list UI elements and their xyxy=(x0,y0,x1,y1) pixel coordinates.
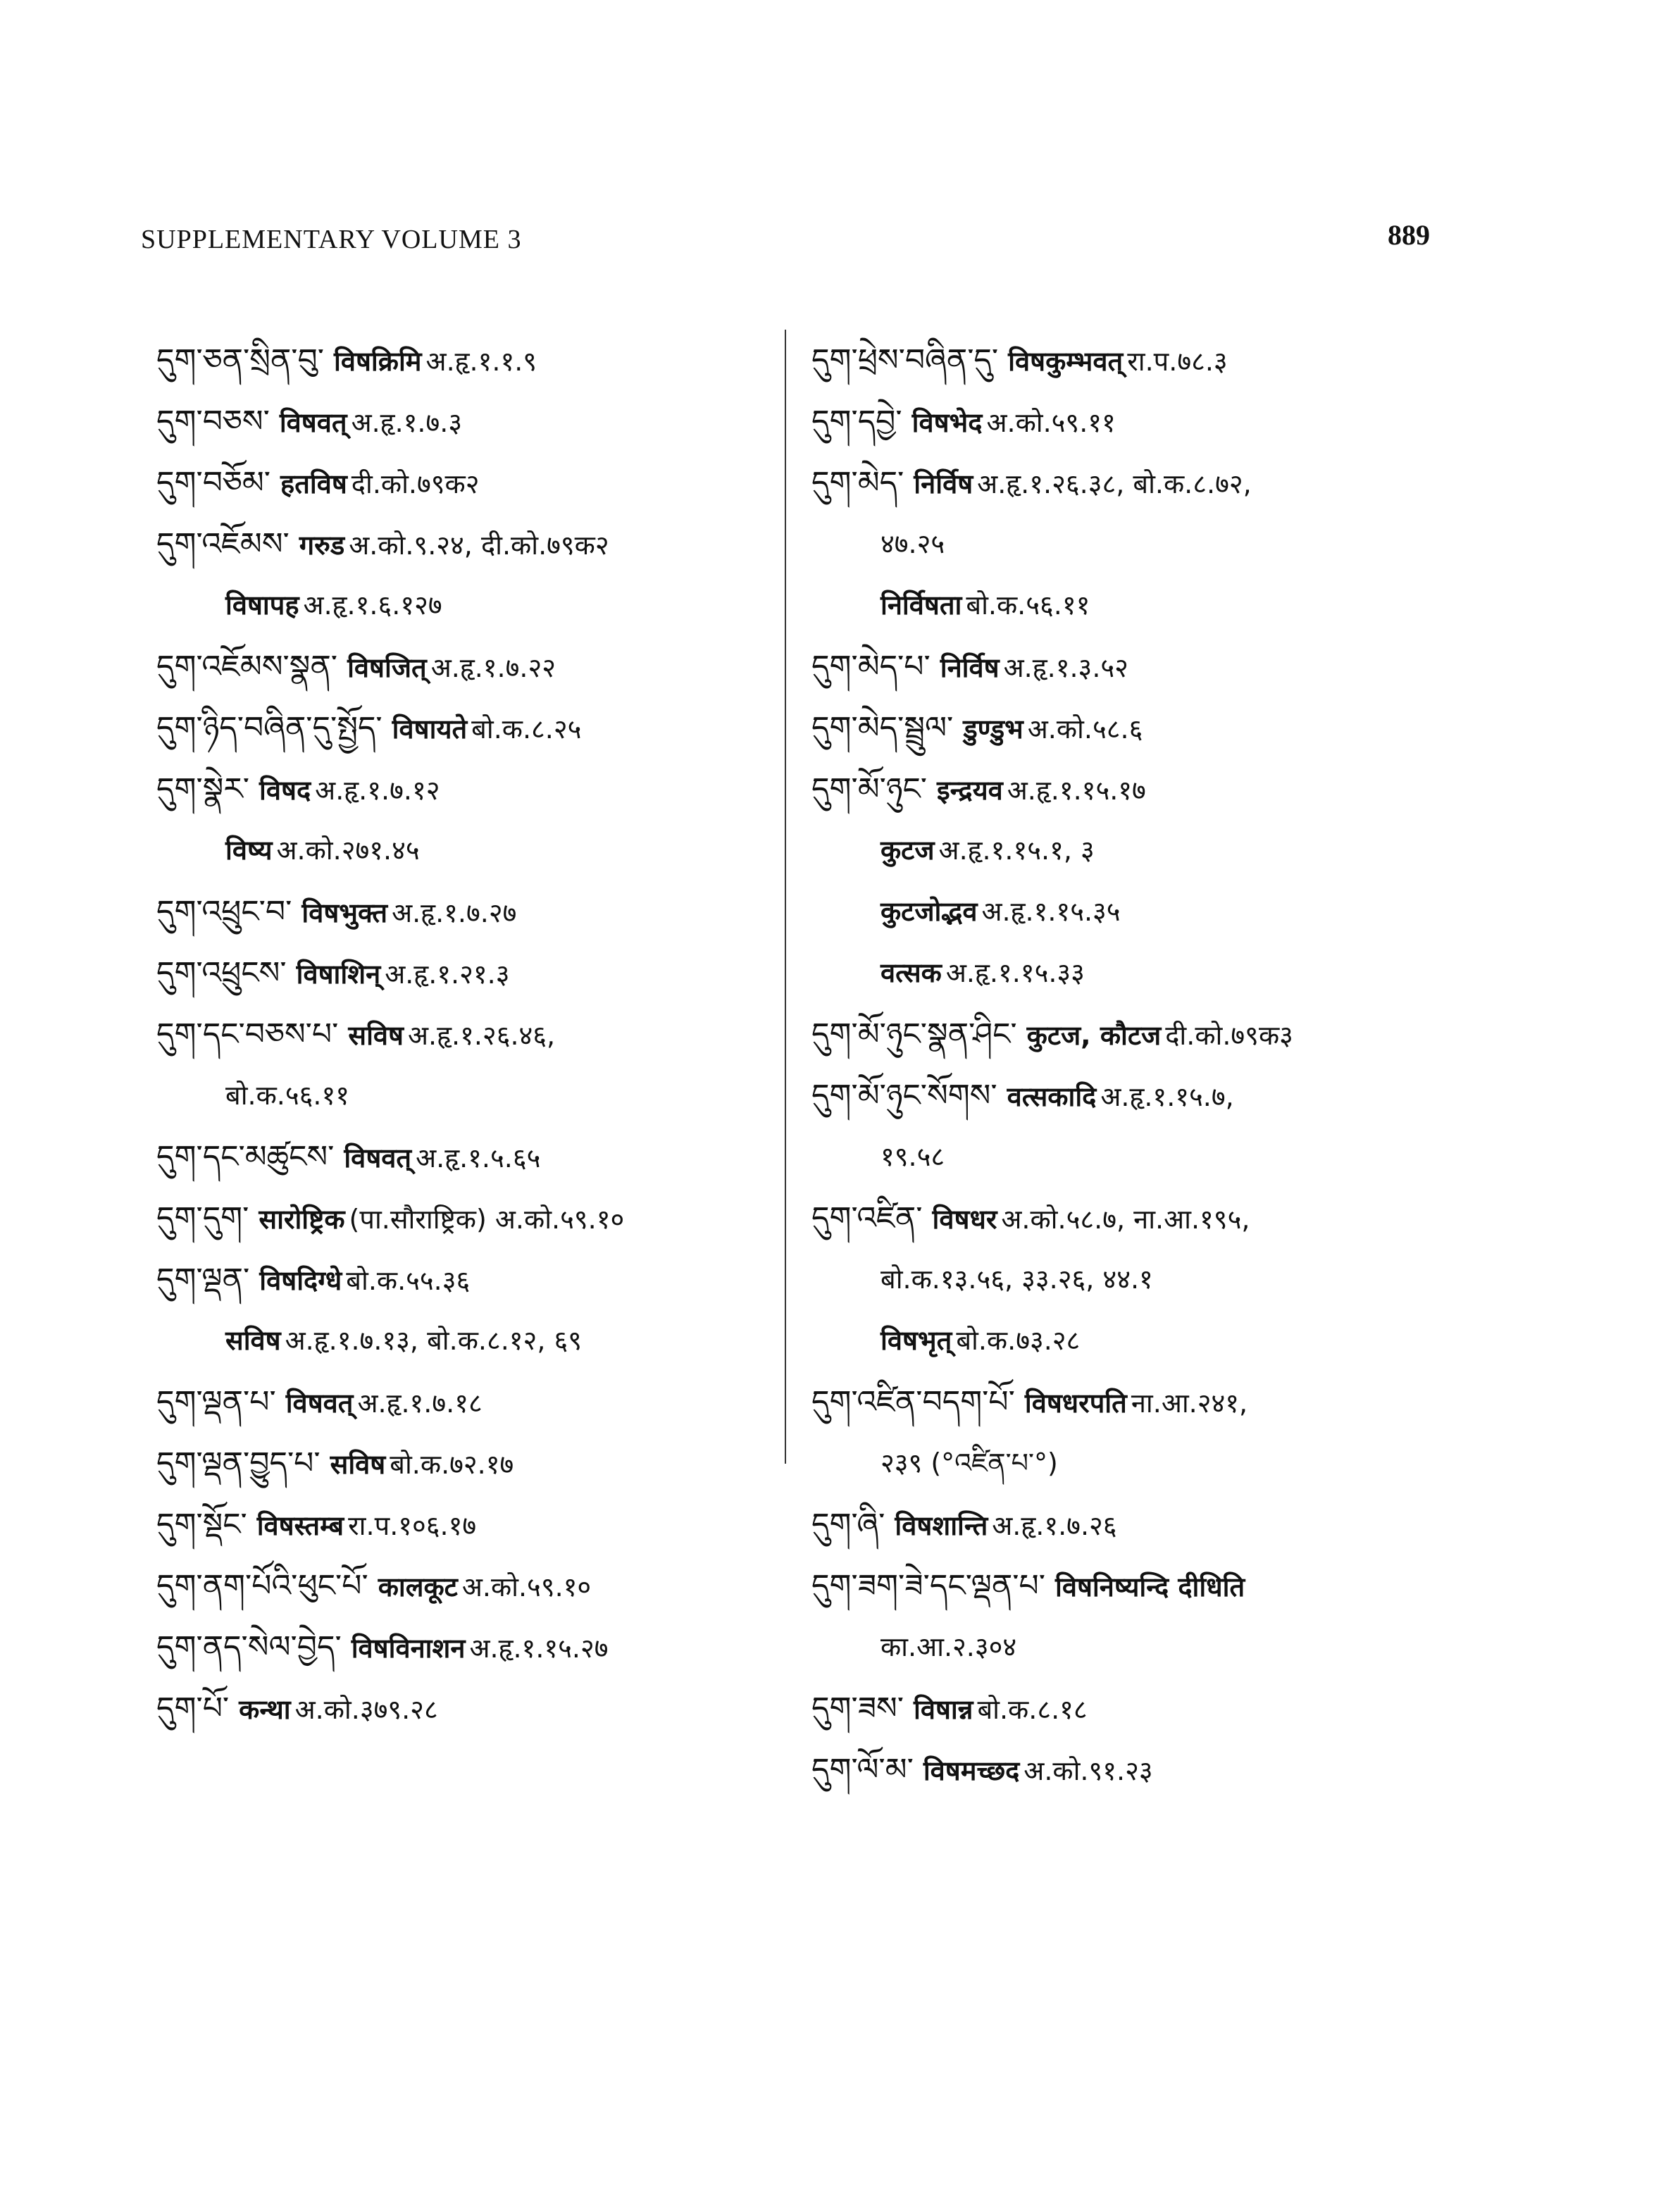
sanskrit-equivalent: विषशान्ति xyxy=(895,1510,988,1541)
source-reference: बो.क.७२.१७ xyxy=(390,1449,514,1480)
sanskrit-equivalent: विषाशिन् xyxy=(296,959,381,990)
tibetan-headword: དུག་མེད་ xyxy=(811,465,904,501)
source-reference: (पा.सौराष्ट्रिक) अ.को.५९.१० xyxy=(349,1204,625,1235)
sanskrit-equivalent: विषनिष्यन्दि दीधिति xyxy=(1054,1571,1245,1602)
tibetan-headword: དུག་ལོ་མ་ xyxy=(811,1752,914,1788)
source-reference: दी.को.७९क३ xyxy=(1165,1020,1293,1051)
source-reference: बो.क.८.१८ xyxy=(977,1694,1088,1725)
source-reference: बो.क.५६.११ xyxy=(966,590,1090,621)
sanskrit-equivalent: विषधर xyxy=(932,1204,997,1235)
dictionary-entry xyxy=(156,1249,776,1310)
tibetan-headword: དུག་ཞི་ xyxy=(811,1507,885,1543)
sanskrit-equivalent: गरुड xyxy=(299,530,345,561)
entry-continuation xyxy=(156,820,776,881)
sanskrit-equivalent: इन्द्रयव xyxy=(937,775,1003,806)
entry-continuation xyxy=(811,1310,1438,1371)
tibetan-headword: དུག་ཉིད་བཞིན་དུ་སྤྱོད་ xyxy=(156,710,382,746)
sanskrit-equivalent: विषदिग्धे xyxy=(259,1265,342,1296)
page-header xyxy=(141,219,1430,266)
sanskrit-equivalent: विषवत् xyxy=(279,407,347,438)
dictionary-entry xyxy=(156,636,776,697)
source-reference: अ.हृ.१.७.२६ xyxy=(992,1510,1117,1541)
tibetan-headword: དུག་འཕྲུང་བ་ xyxy=(156,894,292,930)
dictionary-entry xyxy=(156,759,776,820)
source-reference: अ.को.५९.१० xyxy=(461,1571,592,1602)
dictionary-entry xyxy=(811,1678,1438,1739)
source-reference: दी.को.७९क२ xyxy=(351,468,480,499)
dictionary-entry xyxy=(811,1065,1438,1126)
source-reference: अ.को.२७१.४५ xyxy=(276,835,420,866)
tibetan-headword: དུག་ནག་པོའི་ཕུང་པོ་ xyxy=(156,1568,368,1604)
sanskrit-equivalent: विषापह xyxy=(225,590,299,621)
dictionary-entry xyxy=(811,1371,1438,1433)
source-reference: अ.हृ.१.१५.३३ xyxy=(945,957,1085,988)
source-reference: ना.आ.२४१, xyxy=(1131,1388,1248,1419)
dictionary-entry xyxy=(156,1004,776,1065)
source-reference: रा.प.१०६.१७ xyxy=(348,1510,477,1541)
dictionary-entry xyxy=(156,1126,776,1188)
source-reference: ४७.२५ xyxy=(881,528,945,559)
dictionary-entry xyxy=(811,636,1438,697)
source-reference: बो.क.५५.३६ xyxy=(346,1265,471,1296)
tibetan-headword: དུག་སྣེར་ xyxy=(156,771,250,807)
dictionary-entry xyxy=(156,1617,776,1678)
sanskrit-equivalent: निर्विषता xyxy=(881,590,962,621)
dictionary-entry xyxy=(156,881,776,942)
right-column xyxy=(811,330,1438,1800)
dictionary-entry xyxy=(156,942,776,1004)
source-reference: अ.हृ.१.१५.७, xyxy=(1100,1081,1234,1112)
source-reference: अ.को.५९.११ xyxy=(986,407,1116,438)
dictionary-entry xyxy=(156,513,776,575)
tibetan-headword: དུག་འཛིན་ xyxy=(811,1200,923,1236)
tibetan-headword: དུག་དུག་ xyxy=(156,1200,249,1236)
sanskrit-equivalent: वत्सकादि xyxy=(1007,1081,1097,1112)
source-reference: अ.को.९.२४, दी.को.७९क२ xyxy=(349,530,609,561)
sanskrit-equivalent: विषजित् xyxy=(347,652,427,683)
tibetan-headword: དུག་སྡོང་ xyxy=(156,1507,247,1543)
sanskrit-equivalent: विषमच्छद xyxy=(923,1755,1020,1786)
tibetan-headword: དུག་ལྡན་ xyxy=(156,1262,250,1297)
sanskrit-equivalent: सविष xyxy=(225,1325,281,1356)
sanskrit-equivalent: डुण्डुभ xyxy=(963,714,1023,745)
entry-continuation xyxy=(811,820,1438,881)
sanskrit-equivalent: विषायते xyxy=(392,714,468,745)
tibetan-headword: དུག་འཕྲུངས་ xyxy=(156,955,287,991)
entry-continuation xyxy=(156,575,776,636)
tibetan-headword: དུག་ཕྲེས་བཞིན་དུ་ xyxy=(811,342,999,378)
running-head: SUPPLEMENTARY VOLUME 3 xyxy=(141,225,522,254)
source-reference: अ.हृ.१.६.१२७ xyxy=(303,590,442,621)
source-reference: अ.हृ.१.५.६५ xyxy=(416,1143,541,1173)
source-reference: अ.हृ.१.१५.२७ xyxy=(469,1633,609,1664)
sanskrit-equivalent: सविष xyxy=(330,1449,386,1480)
dictionary-entry xyxy=(811,452,1438,513)
dictionary-entry xyxy=(156,1188,776,1249)
dictionary-entry xyxy=(156,452,776,513)
sanskrit-equivalent: कुटज xyxy=(881,835,935,866)
source-reference: अ.को.५८.६ xyxy=(1027,714,1143,745)
tibetan-headword: དུག་བཅོམ་ xyxy=(156,465,271,501)
source-reference: १९.५८ xyxy=(881,1141,945,1172)
dictionary-entry xyxy=(811,1739,1438,1800)
source-reference: अ.को.३७९.२८ xyxy=(294,1694,438,1725)
sanskrit-equivalent: कुटजोद्भव xyxy=(881,896,978,927)
dictionary-entry xyxy=(156,391,776,452)
source-reference: २३९ (°འཛིན་པ་°) xyxy=(881,1447,1058,1478)
tibetan-headword: དུག་ནད་སེལ་བྱེད་ xyxy=(156,1629,342,1665)
entry-continuation xyxy=(811,1249,1438,1310)
sanskrit-equivalent: निर्विष xyxy=(914,468,973,499)
source-reference: अ.हृ.१.७.२७ xyxy=(392,897,517,928)
source-reference: अ.हृ.१.२६.४६, xyxy=(408,1020,556,1051)
left-column xyxy=(156,330,776,1739)
source-reference: बो.क.५६.११ xyxy=(225,1080,350,1111)
entry-continuation xyxy=(811,513,1438,575)
entry-continuation xyxy=(811,881,1438,942)
dictionary-entry xyxy=(811,1555,1438,1617)
tibetan-headword: དུག་ལྡན་པ་ xyxy=(156,1384,276,1420)
source-reference: अ.हृ.१.७.१२ xyxy=(315,775,440,806)
tibetan-headword: དུག་པོ་ xyxy=(156,1691,230,1726)
sanskrit-equivalent: विषभेद xyxy=(911,407,983,438)
source-reference: अ.को.५८.७, ना.आ.१९५, xyxy=(1001,1204,1250,1235)
sanskrit-equivalent: विषक्रिमि xyxy=(334,346,422,377)
entry-continuation xyxy=(811,575,1438,636)
tibetan-headword: དུག་དང་མཚུངས་ xyxy=(156,1139,335,1175)
sanskrit-equivalent: विषवत् xyxy=(285,1388,354,1419)
source-reference: अ.को.९१.२३ xyxy=(1023,1755,1153,1786)
source-reference: अ.हृ.१.१५.१७ xyxy=(1007,775,1146,806)
sanskrit-equivalent: विषकुम्भवत् xyxy=(1008,346,1124,377)
entry-continuation xyxy=(156,1065,776,1126)
tibetan-headword: དུག་ཅན་སྲིན་བུ་ xyxy=(156,342,324,378)
source-reference: अ.हृ.१.७.१८ xyxy=(357,1388,483,1419)
tibetan-headword: དུག་ལྡན་བྱུད་པ་ xyxy=(156,1445,321,1481)
sanskrit-equivalent: कालकूट xyxy=(378,1571,458,1602)
source-reference: बो.क.१३.५६, ३३.२६, ४४.१ xyxy=(881,1264,1153,1295)
sanskrit-equivalent: वत्सक xyxy=(881,957,942,988)
tibetan-headword: དུག་མེད་པ་ xyxy=(811,649,931,685)
dictionary-entry xyxy=(811,1494,1438,1555)
tibetan-headword: དུག་དབྱེ་ xyxy=(811,404,902,440)
dictionary-entry xyxy=(156,330,776,391)
column-divider xyxy=(785,330,786,1464)
entry-continuation xyxy=(811,942,1438,1004)
source-reference: अ.हृ.१.१.९ xyxy=(425,346,537,377)
dictionary-entry xyxy=(811,759,1438,820)
source-reference: अ.हृ.१.१५.३५ xyxy=(981,896,1121,927)
source-reference: का.आ.२.३०४ xyxy=(881,1631,1017,1662)
dictionary-entry xyxy=(811,1188,1438,1249)
tibetan-headword: དུག་མོ་ཉུང་ xyxy=(811,771,927,807)
sanskrit-equivalent: सविष xyxy=(348,1020,404,1051)
entry-continuation xyxy=(811,1126,1438,1188)
tibetan-headword: དུག་བཅས་ xyxy=(156,404,270,440)
dictionary-entry xyxy=(811,391,1438,452)
sanskrit-equivalent: कुटज, कौटज xyxy=(1026,1020,1162,1051)
sanskrit-equivalent: विषधरपति xyxy=(1024,1388,1127,1419)
source-reference: अ.हृ.१.७.१३, बो.क.८.१२, ६९ xyxy=(285,1325,582,1356)
source-reference: अ.हृ.१.७.२२ xyxy=(430,652,556,683)
dictionary-entry xyxy=(156,1494,776,1555)
page-number: 889 xyxy=(1388,219,1430,251)
sanskrit-equivalent: विषस्तम्ब xyxy=(256,1510,344,1541)
tibetan-headword: དུག་དང་བཅས་པ་ xyxy=(156,1016,339,1052)
tibetan-headword: དུག་མེད་སྦྲུལ་ xyxy=(811,710,954,746)
dictionary-entry xyxy=(156,1678,776,1739)
sanskrit-equivalent: निर्विष xyxy=(940,652,1000,683)
dictionary-entry xyxy=(811,1004,1438,1065)
source-reference: रा.प.७८.३ xyxy=(1127,346,1228,377)
sanskrit-equivalent: विषभुक्त xyxy=(301,897,388,928)
source-reference: अ.हृ.१.३.५२ xyxy=(1003,652,1128,683)
source-reference: अ.हृ.१.२१.३ xyxy=(385,959,510,990)
sanskrit-equivalent: विष्य xyxy=(225,835,273,866)
tibetan-headword: དུག་འཇོམས་སྣན་ xyxy=(156,649,338,685)
sanskrit-equivalent: विषभृत् xyxy=(881,1325,952,1356)
source-reference: अ.हृ.१.१५.१, ३ xyxy=(938,835,1095,866)
sanskrit-equivalent: विषद xyxy=(259,775,311,806)
sanskrit-equivalent: विषान्न xyxy=(914,1694,973,1725)
tibetan-headword: དུག་མོ་ཉུང་སྣན་ཤིང་ xyxy=(811,1016,1017,1052)
tibetan-headword: དུག་ཟས་ xyxy=(811,1691,904,1726)
dictionary-entry xyxy=(156,697,776,759)
source-reference: बो.क.८.२५ xyxy=(471,714,582,745)
dictionary-entry xyxy=(156,1555,776,1617)
entry-continuation xyxy=(811,1433,1438,1494)
sanskrit-equivalent: विषवत् xyxy=(344,1143,412,1173)
dictionary-entry xyxy=(156,1433,776,1494)
tibetan-headword: དུག་མོ་ཉུང་སོགས་ xyxy=(811,1078,997,1114)
dictionary-entry xyxy=(811,697,1438,759)
dictionary-entry xyxy=(811,330,1438,391)
tibetan-headword: དུག་འཇོམས་ xyxy=(156,526,290,562)
sanskrit-equivalent: हतविष xyxy=(280,468,347,499)
sanskrit-equivalent: सारोष्ट्रिक xyxy=(259,1204,345,1235)
tibetan-headword: དུག་འཛིན་བདག་པོ་ xyxy=(811,1384,1015,1420)
entry-continuation xyxy=(811,1617,1438,1678)
source-reference: अ.हृ.१.७.३ xyxy=(351,407,463,438)
dictionary-entry xyxy=(156,1371,776,1433)
source-reference: अ.हृ.१.२६.३८, बो.क.८.७२, xyxy=(977,468,1252,499)
sanskrit-equivalent: विषविनाशन xyxy=(351,1633,466,1664)
entry-continuation xyxy=(156,1310,776,1371)
tibetan-headword: དུག་ཟག་ཟེ་དང་ལྡན་པ་ xyxy=(811,1568,1045,1604)
sanskrit-equivalent: कन्था xyxy=(239,1694,291,1725)
source-reference: बो.क.७३.२८ xyxy=(956,1325,1081,1356)
